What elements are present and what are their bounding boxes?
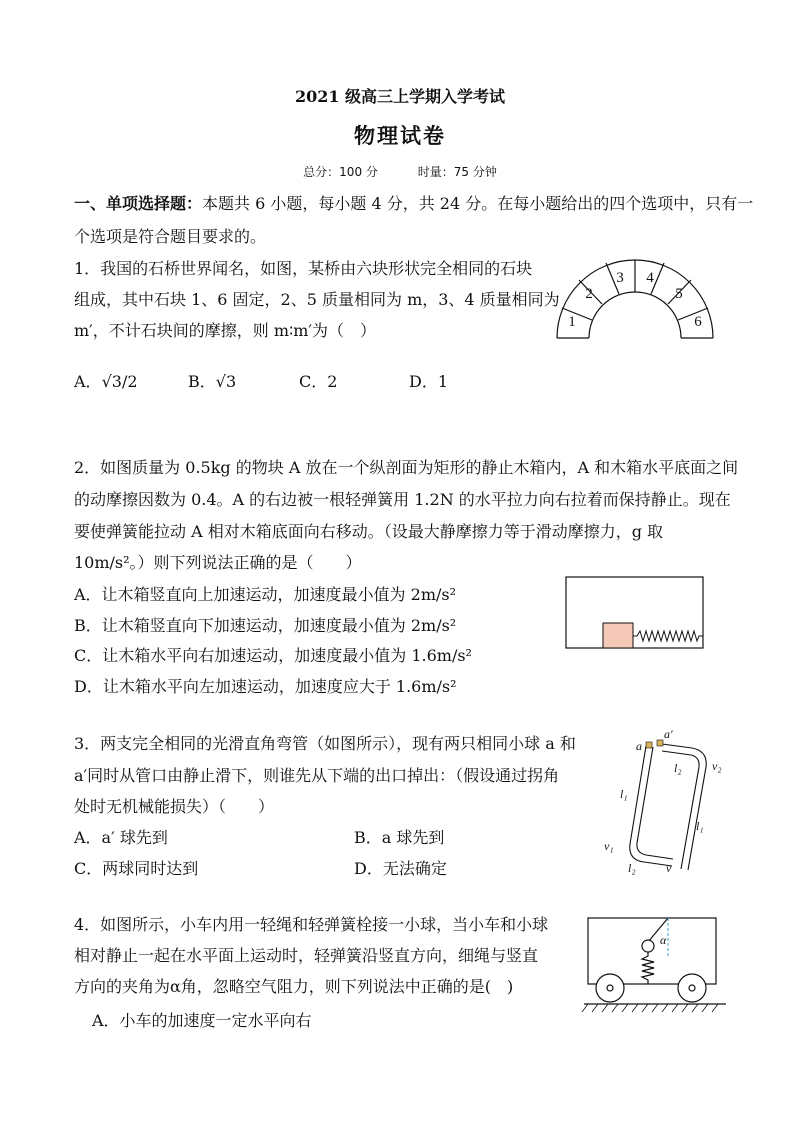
section-heading: 一、单项选择题： — [74, 194, 203, 213]
q2-option-c[interactable]: C．让木箱水平向右加速运动，加速度最小值为 1.6m/s² — [74, 646, 472, 665]
alpha-label: α — [660, 933, 667, 947]
exam-title: 2021 级高三上学期入学考试 — [294, 87, 506, 106]
q1-line2: 组成，其中石块 1、6 固定，2、5 质量相同为 m，3、4 质量相同为 — [74, 290, 560, 309]
q4-line1: 4．如图所示，小车内用一轻绳和轻弹簧栓接一小球，当小车和小球 — [74, 915, 549, 934]
q1-line1: 1．我国的石桥世界闻名，如图，某桥由六块形状完全相同的石块 — [74, 259, 533, 278]
label-l2-bottom: l₂ — [628, 861, 636, 875]
label-l1-left: l₁ — [620, 787, 628, 801]
label-v1: v₁ — [604, 839, 614, 853]
spring — [633, 631, 703, 641]
stone-arch-figure — [555, 252, 715, 342]
q1-option-b-text: √3 — [215, 372, 237, 391]
stone-label-6: 6 — [694, 314, 702, 330]
wheel-right — [678, 974, 706, 1002]
q1-option-a[interactable] — [74, 372, 138, 392]
q1-option-c-text: 2 — [327, 372, 338, 391]
stone-label-4: 4 — [646, 270, 654, 286]
subject-title: 物理试卷 — [354, 123, 446, 148]
q1-option-b-label: B． — [188, 372, 216, 391]
q3-option-a[interactable]: A．a′ 球先到 — [74, 828, 168, 847]
q1-option-c-label: C． — [299, 372, 328, 391]
q2-line1: 2．如图质量为 0.5kg 的物块 A 放在一个纵剖面为矩形的静止木箱内，A 和木箱水平底面之间 — [74, 458, 739, 477]
ball-a-prime — [657, 740, 663, 746]
q3-line2: a′同时从管口由静止滑下，则谁先从下端的出口掉出：（假设通过拐角 — [74, 766, 560, 785]
q1-option-d[interactable] — [409, 372, 448, 392]
stone-label-1: 1 — [568, 314, 576, 330]
wheel-left — [596, 974, 624, 1002]
q3-line1: 3．两支完全相同的光滑直角弯管（如图所示），现有两只相同小球 a 和 — [74, 734, 576, 753]
q2-line2: 的动摩擦因数为 0.4。A 的右边被一根轻弹簧用 1.2N 的水平拉力向右拉着而保持静止。现在 — [74, 490, 731, 509]
stone-label-3: 3 — [616, 270, 624, 286]
q3-option-c[interactable]: C．两球同时达到 — [74, 859, 199, 878]
q4-option-a[interactable]: A．小车的加速度一定水平向右 — [92, 1011, 312, 1030]
q2-option-a[interactable]: A．让木箱竖直向上加速运动，加速度最小值为 2m/s² — [74, 585, 457, 604]
q1-option-b[interactable] — [188, 372, 236, 392]
label-l1-right: l₁ — [696, 819, 704, 833]
q1-option-d-label: D． — [409, 372, 438, 391]
q4-line3: 方向的夹角为α角，忽略空气阻力，则下列说法中正确的是( ) — [74, 977, 514, 996]
q2-line4: 10m/s²。）则下列说法正确的是（ ） — [74, 553, 362, 572]
q2-line3: 要使弹簧能拉动 A 相对木箱底面向右移动。（设最大静摩擦力等于滑动摩擦力，g 取 — [74, 522, 664, 541]
q3-option-d[interactable]: D．无法确定 — [354, 859, 447, 878]
label-a-prime: a′ — [664, 727, 673, 741]
ball-a — [646, 742, 652, 748]
q3-line3: 处时无机械能损失）（ ） — [74, 797, 275, 816]
section-desc-1: 本题共 6 小题，每小题 4 分，共 24 分。在每小题给出的四个选项中，只有一 — [202, 194, 754, 213]
q4-line2: 相对静止一起在水平面上运动时，轻弹簧沿竖直方向，细绳与竖直 — [74, 946, 539, 965]
total-score: 总分：100 分 — [303, 165, 378, 179]
q2-option-d[interactable]: D．让木箱水平向左加速运动，加速度应大于 1.6m/s² — [74, 677, 457, 696]
q1-line3: m′，不计石块间的摩擦，则 m∶m′为（ ） — [74, 321, 377, 340]
block-a — [603, 623, 633, 648]
label-a: a — [636, 739, 642, 753]
q2-option-b[interactable]: B．让木箱竖直向下加速运动，加速度最小值为 2m/s² — [74, 616, 457, 635]
time-limit: 时量：75 分钟 — [417, 165, 497, 179]
section-intro-line1 — [74, 194, 753, 214]
q1-option-a-text: √3/2 — [101, 372, 138, 391]
bent-tubes-figure — [600, 726, 735, 878]
q3-option-b[interactable]: B．a 球先到 — [354, 828, 445, 847]
q1-option-c[interactable] — [299, 372, 337, 392]
q4-spring — [642, 952, 654, 984]
ball — [642, 940, 654, 952]
q1-option-d-text: 1 — [437, 372, 449, 391]
label-v2: v₂ — [712, 759, 722, 773]
stone-label-5: 5 — [675, 286, 683, 302]
label-v: v — [666, 861, 672, 875]
box-spring-figure — [565, 576, 705, 650]
stone-label-2: 2 — [585, 286, 593, 302]
q1-option-a-label: A． — [74, 372, 102, 391]
section-desc-2: 个选项是符合题目要求的。 — [74, 227, 267, 246]
cart-figure — [580, 912, 730, 1022]
label-l2-top: l₂ — [674, 761, 682, 775]
wooden-box — [566, 577, 703, 648]
exam-meta — [0, 163, 800, 180]
